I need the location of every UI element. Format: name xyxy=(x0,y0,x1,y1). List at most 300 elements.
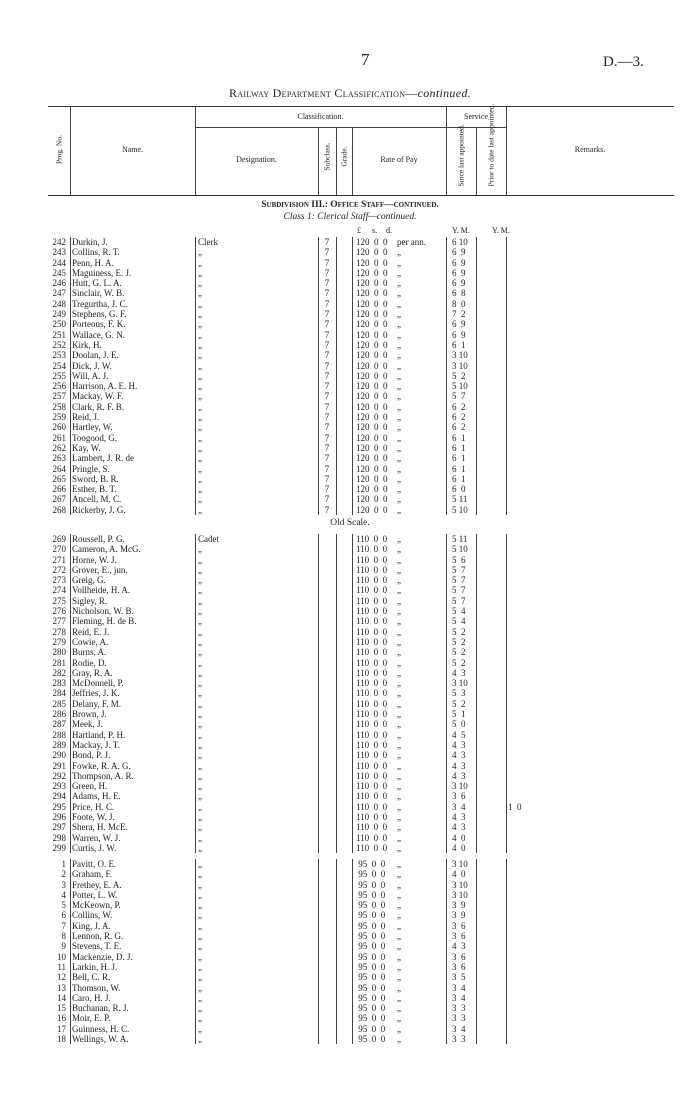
service-since-last: 4 0 xyxy=(452,832,466,843)
service-since-last: 5 2 xyxy=(452,657,466,668)
table-row xyxy=(48,268,674,278)
subclass: 7 xyxy=(324,391,330,402)
rate-of-pay: 110 0 0 xyxy=(356,667,388,678)
table-row xyxy=(48,921,674,931)
designation: „ xyxy=(198,842,202,853)
subclass: 7 xyxy=(324,267,330,278)
service-since-last: 4 3 xyxy=(452,812,466,823)
rate-of-pay: 120 0 0 xyxy=(356,267,388,278)
service-since-last: 6 9 xyxy=(452,278,466,289)
rate-of-pay: 95 0 0 xyxy=(356,889,386,900)
prog-no: 18 xyxy=(57,1034,66,1045)
designation: „ xyxy=(198,544,202,555)
header-since-last: Since last appointed. xyxy=(456,124,466,187)
prog-no: 243 xyxy=(52,247,66,258)
rate-of-pay: 120 0 0 xyxy=(356,473,388,484)
subclass: 7 xyxy=(324,422,330,433)
table-row xyxy=(48,596,674,606)
service-since-last: 6 1 xyxy=(452,473,466,484)
table-row xyxy=(48,678,674,688)
table-row xyxy=(48,791,674,801)
service-since-last: 3 3 xyxy=(452,1003,466,1014)
pay-period: „ xyxy=(397,267,401,278)
rate-of-pay: 120 0 0 xyxy=(356,237,388,247)
designation: „ xyxy=(198,951,202,962)
pay-period: „ xyxy=(397,298,401,309)
header-rate-of-pay: Rate of Pay xyxy=(380,155,418,164)
designation: „ xyxy=(198,626,202,637)
table-row xyxy=(48,699,674,709)
prog-no: 279 xyxy=(52,636,66,647)
table-row xyxy=(48,453,674,463)
employee-name: Collins, R. T. xyxy=(72,247,120,258)
header-prog-no: Prog. No. xyxy=(54,135,64,164)
prog-no: 271 xyxy=(52,554,66,565)
subclass: 7 xyxy=(324,401,330,412)
employee-name: Will, A. J. xyxy=(72,370,109,381)
pay-period: „ xyxy=(397,554,401,565)
prog-no: 8 xyxy=(61,931,66,942)
pay-period: „ xyxy=(397,575,401,586)
service-since-last: 3 10 xyxy=(452,859,468,869)
designation: „ xyxy=(198,381,202,392)
employee-name: Delany, F. M. xyxy=(72,698,121,709)
designation: „ xyxy=(198,319,202,330)
employee-name: Fowke, R. A. G. xyxy=(72,760,131,771)
rate-of-pay: 95 0 0 xyxy=(356,941,386,952)
prog-no: 247 xyxy=(52,288,66,299)
pay-period: „ xyxy=(397,750,401,761)
employee-name: Clark, R. F. B. xyxy=(72,401,125,412)
service-since-last: 8 0 xyxy=(452,298,466,309)
service-since-last: 4 3 xyxy=(452,941,466,952)
table-row xyxy=(48,709,674,719)
table-row xyxy=(48,802,674,812)
designation: „ xyxy=(198,910,202,921)
employee-name: Thompson, A. R. xyxy=(72,770,134,781)
rate-of-pay: 110 0 0 xyxy=(356,822,388,833)
subclass: 7 xyxy=(324,360,330,371)
rate-of-pay: 110 0 0 xyxy=(356,595,388,606)
designation: „ xyxy=(198,657,202,668)
pay-period: „ xyxy=(397,585,401,596)
service-since-last: 4 5 xyxy=(452,729,466,740)
rate-of-pay: 110 0 0 xyxy=(356,657,388,668)
table-row xyxy=(48,781,674,791)
designation: „ xyxy=(198,1003,202,1014)
pay-period: „ xyxy=(397,1023,401,1034)
service-since-last: 4 3 xyxy=(452,822,466,833)
designation: „ xyxy=(198,278,202,289)
table-row xyxy=(48,237,674,247)
prog-no: 268 xyxy=(52,504,66,515)
employee-name: Jeffries, J. K. xyxy=(72,688,120,699)
service-prior: 1 0 xyxy=(508,801,522,812)
table-row xyxy=(48,474,674,484)
subclass: 7 xyxy=(324,442,330,453)
table-row xyxy=(48,952,674,962)
employee-name: Price, H. C. xyxy=(72,801,115,812)
prog-no: 2 xyxy=(61,869,66,880)
subclass: 7 xyxy=(324,370,330,381)
rate-of-pay: 110 0 0 xyxy=(356,698,388,709)
prog-no: 252 xyxy=(52,339,66,350)
service-since-last: 3 10 xyxy=(452,678,468,689)
service-since-last: 4 0 xyxy=(452,869,466,880)
rate-of-pay: 110 0 0 xyxy=(356,791,388,802)
table-row xyxy=(48,606,674,616)
pay-period: „ xyxy=(397,791,401,802)
pay-period: „ xyxy=(397,992,401,1003)
employee-name: Maguiness, E. J. xyxy=(72,267,132,278)
prog-no: 262 xyxy=(52,442,66,453)
page-title-main: Railway Department Classification— xyxy=(229,86,418,100)
rate-of-pay: 95 0 0 xyxy=(356,869,386,880)
employee-name: Sword, B. R. xyxy=(72,473,119,484)
employee-name: Cameron, A. McG. xyxy=(72,544,141,555)
prog-no: 12 xyxy=(57,972,66,983)
designation: Cadet xyxy=(198,534,219,544)
pay-period: „ xyxy=(397,360,401,371)
pay-period: „ xyxy=(397,688,401,699)
service-since-last: 3 6 xyxy=(452,931,466,942)
table-row xyxy=(48,1003,674,1013)
designation: „ xyxy=(198,750,202,761)
rate-of-pay: 110 0 0 xyxy=(356,801,388,812)
employee-name: Reid, E. J. xyxy=(72,626,110,637)
prog-no: 11 xyxy=(57,961,66,972)
employee-name: Potter, L. W. xyxy=(72,889,118,900)
rate-of-pay: 110 0 0 xyxy=(356,709,388,720)
pay-period: „ xyxy=(397,494,401,505)
rate-of-pay: 120 0 0 xyxy=(356,494,388,505)
service-since-last: 6 0 xyxy=(452,484,466,495)
designation: „ xyxy=(198,504,202,515)
table-row xyxy=(48,565,674,575)
rate-of-pay: 120 0 0 xyxy=(356,391,388,402)
subclass: 7 xyxy=(324,247,330,258)
service-since-last: 6 1 xyxy=(452,432,466,443)
employee-name: Buchanan, R. J. xyxy=(72,1003,129,1014)
table-row xyxy=(48,972,674,982)
pay-period: „ xyxy=(397,729,401,740)
prog-no: 288 xyxy=(52,729,66,740)
designation: „ xyxy=(198,288,202,299)
subclass: 7 xyxy=(324,350,330,361)
prog-no: 242 xyxy=(52,237,66,247)
employee-name: Pringle, S. xyxy=(72,463,110,474)
rate-of-pay: 120 0 0 xyxy=(356,453,388,464)
designation: „ xyxy=(198,1013,202,1024)
pay-period: „ xyxy=(397,900,401,911)
employee-name: Caro, H. J. xyxy=(72,992,111,1003)
prog-no: 264 xyxy=(52,463,66,474)
employee-name: Collins, W. xyxy=(72,910,113,921)
table-row xyxy=(48,371,674,381)
table-row xyxy=(48,433,674,443)
rate-of-pay: 110 0 0 xyxy=(356,781,388,792)
pay-period: „ xyxy=(397,812,401,823)
prog-no: 278 xyxy=(52,626,66,637)
service-since-last: 3 6 xyxy=(452,961,466,972)
pay-period: „ xyxy=(397,1034,401,1045)
service-since-last: 3 5 xyxy=(452,972,466,983)
rate-of-pay: 110 0 0 xyxy=(356,842,388,853)
rate-of-pay: 120 0 0 xyxy=(356,504,388,515)
table-row xyxy=(48,637,674,647)
prog-no: 287 xyxy=(52,719,66,730)
rate-of-pay: 95 0 0 xyxy=(356,910,386,921)
table-row xyxy=(48,900,674,910)
employee-name: Hutt, G. L. A. xyxy=(72,278,122,289)
cadet-110-rows xyxy=(48,534,674,853)
subclass: 7 xyxy=(324,463,330,474)
cadet-95-rows xyxy=(48,859,674,1044)
rate-of-pay: 95 0 0 xyxy=(356,961,386,972)
rate-of-pay: 95 0 0 xyxy=(356,879,386,890)
rate-of-pay: 120 0 0 xyxy=(356,298,388,309)
rate-of-pay: 110 0 0 xyxy=(356,739,388,750)
designation: Clerk xyxy=(198,237,218,247)
employee-name: Roussell, P. G. xyxy=(72,534,125,544)
rate-of-pay: 120 0 0 xyxy=(356,401,388,412)
pay-period: „ xyxy=(397,412,401,423)
designation: „ xyxy=(198,554,202,565)
pay-period: „ xyxy=(397,381,401,392)
service-since-last: 5 7 xyxy=(452,575,466,586)
old-scale-heading: Old Scale. xyxy=(330,518,370,528)
rate-of-pay: 120 0 0 xyxy=(356,360,388,371)
designation: „ xyxy=(198,941,202,952)
rate-of-pay: 110 0 0 xyxy=(356,832,388,843)
header-classification: Classification. xyxy=(297,112,344,121)
service-since-last: 6 8 xyxy=(452,288,466,299)
subclass: 7 xyxy=(324,278,330,289)
table-row xyxy=(48,258,674,268)
table-row xyxy=(48,843,674,853)
pay-period: „ xyxy=(397,319,401,330)
employee-name: Vollheide, H. A. xyxy=(72,585,131,596)
employee-name: Dick, J. W. xyxy=(72,360,112,371)
table-row xyxy=(48,771,674,781)
employee-name: Ancell, M. C. xyxy=(72,494,122,505)
employee-name: Stevens, T. E. xyxy=(72,941,122,952)
employee-name: Guinness, H. C. xyxy=(72,1023,130,1034)
table-row xyxy=(48,812,674,822)
designation: „ xyxy=(198,606,202,617)
designation: „ xyxy=(198,781,202,792)
designation: „ xyxy=(198,931,202,942)
designation: „ xyxy=(198,564,202,575)
prog-no: 245 xyxy=(52,267,66,278)
rate-of-pay: 120 0 0 xyxy=(356,257,388,268)
employee-name: Mackenzie, D. J. xyxy=(72,951,133,962)
table-row xyxy=(48,361,674,371)
designation: „ xyxy=(198,719,202,730)
pay-period: „ xyxy=(397,859,401,869)
designation: „ xyxy=(198,401,202,412)
employee-name: Porteous, F. K. xyxy=(72,319,126,330)
table-row xyxy=(48,402,674,412)
pay-period: „ xyxy=(397,432,401,443)
rate-of-pay: 120 0 0 xyxy=(356,432,388,443)
prog-no: 282 xyxy=(52,667,66,678)
rate-of-pay: 110 0 0 xyxy=(356,729,388,740)
pay-period: per ann. xyxy=(397,237,426,247)
service-since-last: 3 9 xyxy=(452,900,466,911)
employee-name: Greig, G. xyxy=(72,575,106,586)
designation: „ xyxy=(198,920,202,931)
employee-name: Wallace, G. N. xyxy=(72,329,126,340)
employee-name: Moir, E. P. xyxy=(72,1013,111,1024)
unit-ym-since: Y. M. xyxy=(452,226,470,235)
prog-no: 277 xyxy=(52,616,66,627)
table-row xyxy=(48,890,674,900)
pay-period: „ xyxy=(397,391,401,402)
service-since-last: 5 4 xyxy=(452,606,466,617)
designation: „ xyxy=(198,575,202,586)
rate-of-pay: 120 0 0 xyxy=(356,309,388,320)
employee-name: Thomson, W. xyxy=(72,982,121,993)
pay-period: „ xyxy=(397,889,401,900)
employee-name: Sinclair, W. B. xyxy=(72,288,125,299)
prog-no: 9 xyxy=(61,941,66,952)
table-row xyxy=(48,330,674,340)
rate-of-pay: 120 0 0 xyxy=(356,329,388,340)
table-row xyxy=(48,1034,674,1044)
employee-name: Mackay, W. F. xyxy=(72,391,124,402)
table-row xyxy=(48,962,674,972)
employee-name: Graham, F. xyxy=(72,869,113,880)
pay-period: „ xyxy=(397,422,401,433)
table-row xyxy=(48,761,674,771)
prog-no: 276 xyxy=(52,606,66,617)
designation: „ xyxy=(198,391,202,402)
prog-no: 270 xyxy=(52,544,66,555)
employee-name: Gray, R. A. xyxy=(72,667,113,678)
designation: „ xyxy=(198,698,202,709)
service-since-last: 4 3 xyxy=(452,739,466,750)
table-row xyxy=(48,391,674,401)
rate-of-pay: 110 0 0 xyxy=(356,812,388,823)
class-heading: Class 1: Clerical Staff—continued. xyxy=(283,212,417,222)
service-since-last: 5 10 xyxy=(452,381,468,392)
service-since-last: 6 9 xyxy=(452,257,466,268)
prog-no: 251 xyxy=(52,329,66,340)
employee-name: Grover, E., jun. xyxy=(72,564,128,575)
rate-of-pay: 120 0 0 xyxy=(356,339,388,350)
pay-period: „ xyxy=(397,278,401,289)
pay-period: „ xyxy=(397,350,401,361)
designation: „ xyxy=(198,961,202,972)
table-row xyxy=(48,1024,674,1034)
service-since-last: 3 6 xyxy=(452,791,466,802)
pay-period: „ xyxy=(397,453,401,464)
service-since-last: 5 1 xyxy=(452,709,466,720)
page-title-continued: continued. xyxy=(417,86,471,100)
designation: „ xyxy=(198,267,202,278)
service-since-last: 6 9 xyxy=(452,319,466,330)
service-since-last: 4 0 xyxy=(452,842,466,853)
service-since-last: 5 2 xyxy=(452,370,466,381)
prog-no: 263 xyxy=(52,453,66,464)
pay-period: „ xyxy=(397,534,401,544)
prog-no: 14 xyxy=(57,992,66,1003)
subclass: 7 xyxy=(324,484,330,495)
prog-no: 244 xyxy=(52,257,66,268)
service-since-last: 6 1 xyxy=(452,463,466,474)
employee-name: Rodie, D. xyxy=(72,657,107,668)
prog-no: 266 xyxy=(52,484,66,495)
employee-name: Adams, H. E. xyxy=(72,791,121,802)
rate-of-pay: 120 0 0 xyxy=(356,319,388,330)
designation: „ xyxy=(198,1023,202,1034)
subclass: 7 xyxy=(324,339,330,350)
service-since-last: 5 7 xyxy=(452,564,466,575)
employee-name: Bell, C. R. xyxy=(72,972,111,983)
employee-name: Curtis, J. W. xyxy=(72,842,117,853)
rate-of-pay: 110 0 0 xyxy=(356,770,388,781)
pay-period: „ xyxy=(397,309,401,320)
subclass: 7 xyxy=(324,504,330,515)
prog-no: 280 xyxy=(52,647,66,658)
service-since-last: 3 9 xyxy=(452,910,466,921)
prog-no: 298 xyxy=(52,832,66,843)
employee-name: Rickerby, J. G. xyxy=(72,504,126,515)
rate-of-pay: 120 0 0 xyxy=(356,463,388,474)
subclass: 7 xyxy=(324,453,330,464)
prog-no: 250 xyxy=(52,319,66,330)
rate-of-pay: 95 0 0 xyxy=(356,900,386,911)
pay-period: „ xyxy=(397,951,401,962)
rate-of-pay: 110 0 0 xyxy=(356,534,388,544)
service-since-last: 5 2 xyxy=(452,626,466,637)
table-row xyxy=(48,412,674,422)
employee-name: Lambert, J. R. de xyxy=(72,453,134,464)
pay-period: „ xyxy=(397,760,401,771)
subclass: 7 xyxy=(324,237,330,247)
header-remarks: Remarks. xyxy=(574,145,606,154)
table-row xyxy=(48,381,674,391)
service-since-last: 6 1 xyxy=(452,453,466,464)
rate-of-pay: 120 0 0 xyxy=(356,288,388,299)
designation: „ xyxy=(198,869,202,880)
table-row xyxy=(48,719,674,729)
pay-period: „ xyxy=(397,961,401,972)
designation: „ xyxy=(198,879,202,890)
table-row xyxy=(48,730,674,740)
prog-no: 281 xyxy=(52,657,66,668)
prog-no: 248 xyxy=(52,298,66,309)
service-since-last: 3 4 xyxy=(452,992,466,1003)
designation: „ xyxy=(198,494,202,505)
prog-no: 258 xyxy=(52,401,66,412)
prog-no: 286 xyxy=(52,709,66,720)
rate-of-pay: 95 0 0 xyxy=(356,920,386,931)
employee-name: McKeown, P. xyxy=(72,900,121,911)
table-row xyxy=(48,340,674,350)
rate-of-pay: 110 0 0 xyxy=(356,585,388,596)
designation: „ xyxy=(198,832,202,843)
prog-no: 1 xyxy=(61,859,66,869)
employee-name: Durkin, J. xyxy=(72,237,108,247)
pay-period: „ xyxy=(397,982,401,993)
employee-name: Kirk, H. xyxy=(72,339,102,350)
pay-period: „ xyxy=(397,401,401,412)
prog-no: 257 xyxy=(52,391,66,402)
table-row xyxy=(48,750,674,760)
rate-of-pay: 95 0 0 xyxy=(356,1003,386,1014)
